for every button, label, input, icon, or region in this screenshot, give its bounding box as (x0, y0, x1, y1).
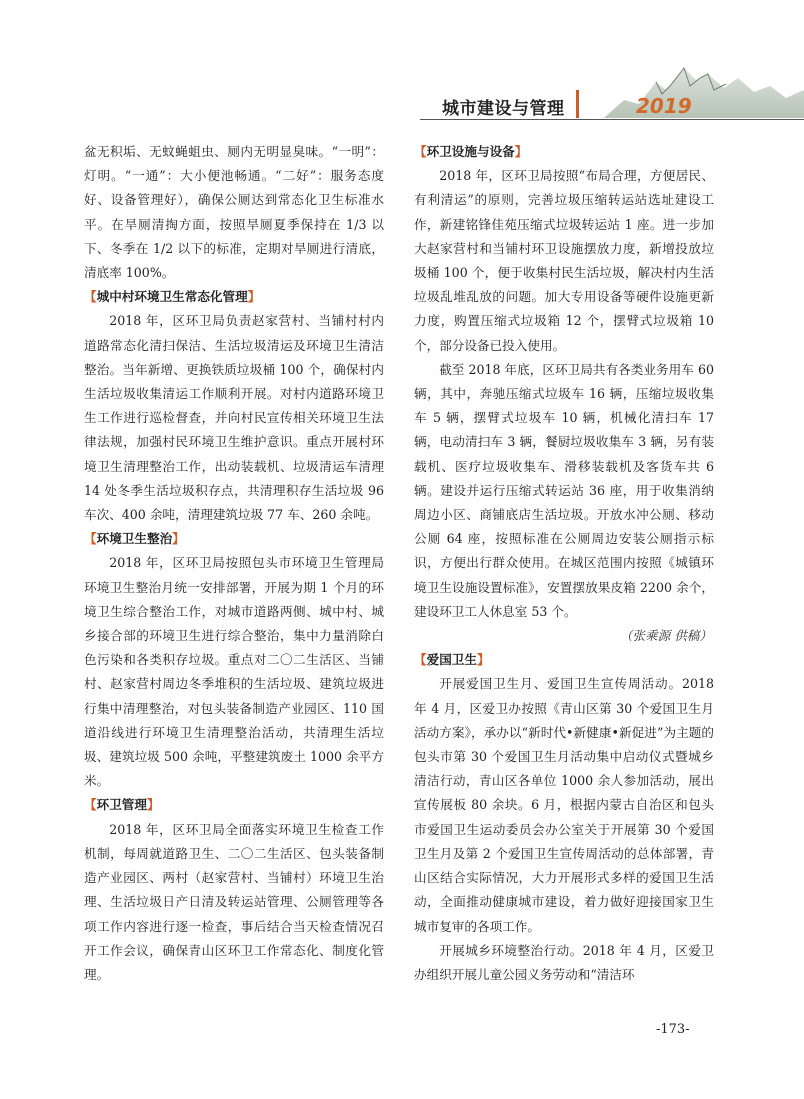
section-heading-text: 环卫设施与设备 (426, 144, 515, 159)
section-heading (414, 140, 714, 164)
section-heading (84, 285, 384, 309)
page-number: -173- (656, 1022, 690, 1037)
right-bracket: 】 (514, 144, 528, 159)
left-bracket: 【 (414, 652, 427, 668)
page-header (420, 60, 804, 120)
right-column (414, 140, 714, 987)
left-bracket: 【 (84, 289, 97, 305)
body-paragraph: 2018 年，区环卫局负责赵家营村、当铺村村内道路常态化清扫保洁、生活垃圾清运及环境卫生清洁整治。当年新增、更换铁质垃圾桶 100 个，确保村内生活垃圾收集清运工作顺利开展。对村内道路环境卫生工作进行巡检督查，并向村民宣传相关环境卫生法律法规，加强村民环境卫生维护意识。重点开展村环境卫生清理整治工作，出动装载机、垃圾清运车清理 14 处冬季生活垃圾积存点，共清理积存生活垃圾 96 车次、400 余吨，清理建筑垃圾 77 车、260 余吨。 (84, 313, 384, 523)
section-heading-text: 环卫管理 (96, 797, 147, 813)
left-bracket: 【 (414, 144, 427, 159)
section-heading (414, 648, 714, 672)
section-heading-text: 环境卫生整治 (96, 531, 173, 547)
section-heading-text: 城中村环境卫生常态化管理 (96, 289, 248, 305)
section-heading-text: 爱国卫生 (426, 652, 477, 668)
header-rule (420, 119, 804, 120)
section-heading (84, 793, 384, 817)
body-paragraph: 2018 年，区环卫局按照“布局合理，方便居民、有利清运”的原则，完善垃圾压缩转运站选址建设工作，新建铭锋佳苑压缩式垃圾转运站 1 座。进一步加大赵家营村和当铺村环卫设施摆放力度，新增投放垃圾桶 100 个，便于收集村民生活垃圾，解决村内生活垃圾乱堆乱放的问题。加大专用设备等硬件设施更新力度，购置压缩式垃圾箱 12 个，摆臂式垃圾箱 10 个，部分设备已投入使用。 (414, 168, 714, 353)
body-paragraph: 2018 年，区环卫局全面落实环境卫生检查工作机制，每周就道路卫生、二〇二生活区、包头装备制造产业园区、两村（赵家营村、当铺村）环境卫生治理、生活垃圾日产日清及转运站管理、公厕管理等各项工作内容进行逐一检查，事后结合当天检查情况召开工作会议，确保青山区环卫工作常态化、制度化管理。 (84, 821, 384, 982)
left-column (84, 140, 384, 987)
body-paragraph: 开展爱国卫生月、爱国卫生宣传周活动。2018 年 4 月，区爱卫办按照《青山区第 30 个爱国卫生月活动方案》，承办以“新时代•新健康•新促进”为主题的包头市第 30 个爱国卫生月活动集中启动仪式暨城乡清洁行动，青山区各单位 1000 余人参加活动，展出宣传展板 80 余块。6 月，根据内蒙古自治区和包头市爱国卫生运动委员会办公室关于开展第 30 个爱国卫生月及第 2 个爱国卫生宣传周活动的总体部署，青山区结合实际情况，大力开展形式多样的爱国卫生活动，全面推动健康城市建设，着力做好迎接国家卫生城市复审的各项工作。 (414, 676, 714, 934)
left-bracket: 【 (84, 531, 97, 547)
section-title: 城市建设与管理 (442, 99, 565, 119)
right-bracket: 】 (172, 531, 185, 547)
section-heading (84, 527, 384, 551)
body-paragraph: 截至 2018 年底，区环卫局共有各类业务用车 60 辆，其中，奔驰压缩式垃圾车 16 辆，压缩垃圾收集车 5 辆，摆臂式垃圾车 10 辆，机械化清扫车 17 辆，电动清扫车 3 辆，餐厨垃圾收集车 3 辆，另有装载机、医疗垃圾收集车、滑移装载机及客货车共 6 辆。建设并运行压缩式转运站 36 座，用于收集消纳周边小区、商铺底店生活垃圾。开放水冲公厕、移动公厕 64 座，按照标准在公厕周边安装公厕指示标识，方便出行群众使用。在城区范围内按照《城镇环境卫生设施设置标准》，安置摆放果皮箱 2200 余个，建设环卫工人休息室 53 个。 (414, 361, 714, 619)
body-paragraph: 盆无积垢、无蚊蝇蛆虫、厕内无明显臭味。“一明”：灯明。“一通”：大小便池畅通。“二好”：服务态度好、设备管理好），确保公厕达到常态化卫生标准水平。在旱厕清掏方面，按照旱厕夏季保持在 1/3 以下、冬季在 1/2 以下的标准，定期对旱厕进行清底，清底率 100%。 (84, 144, 384, 281)
body-paragraph: 开展城乡环境整治行动。2018 年 4 月，区爱卫办组织开展儿童公园义务劳动和“清洁环 (414, 942, 714, 982)
right-bracket: 】 (476, 652, 490, 668)
contributor-signature: （张乘源 供稿） (619, 628, 712, 644)
header-divider-bar (576, 90, 579, 118)
right-bracket: 】 (247, 289, 261, 305)
year-label: 2019 (636, 94, 692, 118)
body-paragraph: 2018 年，区环卫局按照包头市环境卫生管理局环境卫生整治月统一安排部署，开展为期 1 个月的环境卫生综合整治工作，对城市道路两侧、城中村、城乡接合部的环境卫生进行综合整治，集中力量消除白色污染和各类积存垃圾。重点对二〇二生活区、当铺村、赵家营村周边冬季堆积的生活垃圾、建筑垃圾进行集中清理整治，对包头装备制造产业园区、110 国道沿线进行环境卫生清理整治活动，共清理生活垃圾、建筑垃圾 500 余吨，平整建筑废土 1000 余平方米。 (84, 555, 384, 789)
right-bracket: 】 (146, 797, 160, 813)
mountain-decoration (604, 60, 804, 118)
left-bracket: 【 (84, 797, 97, 813)
